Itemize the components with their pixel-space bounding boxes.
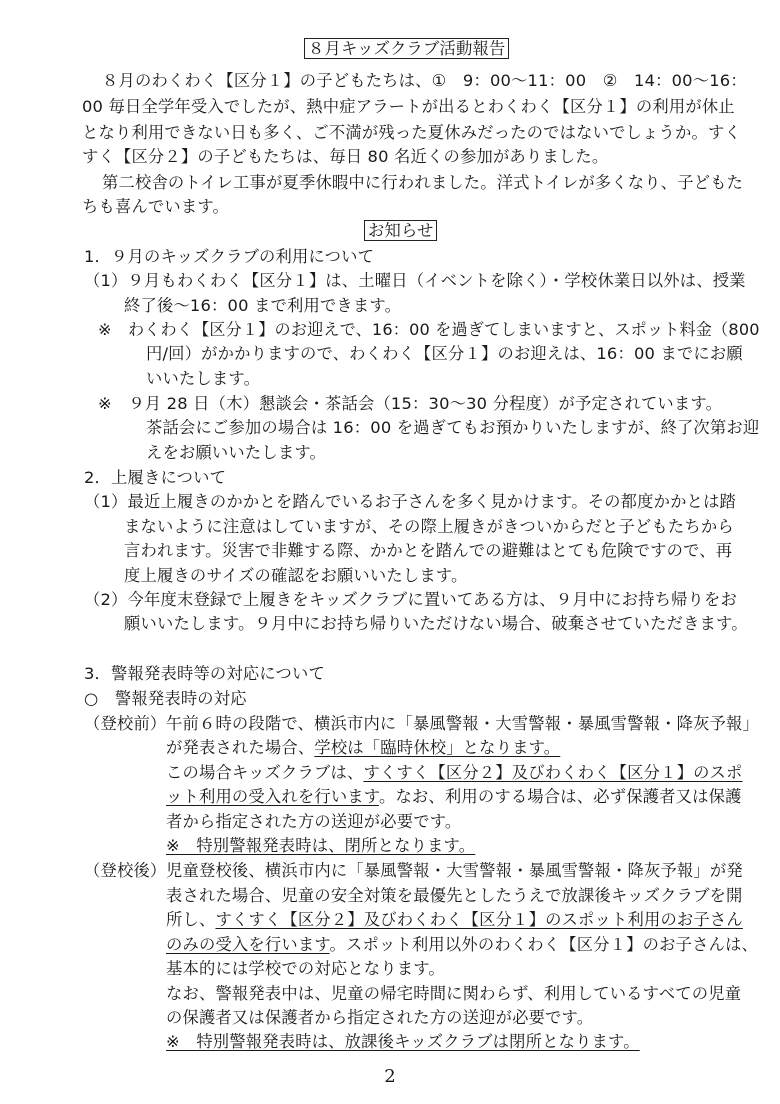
section-2-item-1-cont: まないように注意はしていますが、その際上履きがきついからだと子どもたちから bbox=[124, 517, 734, 536]
after-school-line: の保護者又は保護者から指定された方の送迎が必要です。 bbox=[166, 1008, 594, 1027]
section-3-sub: ○ 警報発表時の対応 bbox=[84, 689, 247, 708]
section-2-item-1: （1）最近上履きのかかとを踏んでいるお子さんを多く見かけます。その都度かかとは踏 bbox=[84, 492, 737, 511]
after-school-line: 児童登校後、横浜市内に「暴風警報・大雪警報・暴風雪警報・降灰予報」が発 bbox=[166, 861, 743, 880]
before-school-line: ット利用の受入れを行います。なお、利用のする場合は、必ず保護者又は保護 bbox=[166, 787, 742, 806]
section-1-note-1: ※ わくわく【区分１】のお迎えで、16：00 を過ぎてしまいますと、スポット料金（800 bbox=[98, 320, 760, 339]
underlined-text: すくすく【区分２】及びわくわく【区分１】のスポット利用のお子さん bbox=[215, 910, 743, 929]
underlined-text: ット利用の受入れを行います bbox=[166, 787, 379, 806]
section-2-item-2: （2）今年度末登録で上履きをキッズクラブに置いてある方は、９月中にお持ち帰りをお bbox=[84, 590, 738, 609]
section-2-item-1-cont: 度上履きのサイズの確認をお願いいたします。 bbox=[124, 566, 468, 585]
before-school-line: この場合キッズクラブは、すくすく【区分２】及びわくわく【区分１】のスポ bbox=[166, 763, 743, 782]
report-line: 第二校舎のトイレ工事が夏季休暇中に行われました。洋式トイレが多くなり、子どもた bbox=[102, 173, 744, 192]
section-1-item-1: （1）９月もわくわく【区分１】は、土曜日（イベントを除く）・学校休業日以外は、授業 bbox=[84, 271, 746, 290]
report-line: となり利用できない日も多く、ご不満が残った夏休みだったのではないでしょうか。すく bbox=[82, 123, 741, 142]
report-line: すく【区分２】の子どもたちは、毎日 80 名近くの参加がありました。 bbox=[82, 147, 609, 166]
section-2-item-1-cont: 言われます。災害で非難する際、かかとを踏んでの避難はとても危険ですので、再 bbox=[124, 541, 733, 560]
after-school-label: （登校後） bbox=[84, 861, 167, 880]
after-school-line: なお、警報発表中は、児童の帰宅時間に関わらず、利用しているすべての児童 bbox=[166, 984, 742, 1003]
before-school-line: が発表された場合、学校は「臨時休校」となります。 bbox=[166, 738, 561, 757]
report-line: ８月のわくわく【区分１】の子どもたちは、① 9：00～11：00 ② 14：00～16： bbox=[102, 71, 747, 90]
after-school-line: 表された場合、児童の安全対策を最優先としたうえで放課後キッズクラブを開 bbox=[166, 886, 743, 905]
before-school-warning: ※ 特別警報発表時は、閉所となります。 bbox=[166, 836, 476, 855]
section-2-heading: 2．上履きについて bbox=[84, 468, 227, 487]
after-school-line: 基本的には学校での対応となります。 bbox=[166, 959, 445, 978]
before-school-line: 者から指定された方の送迎が必要です。 bbox=[166, 812, 462, 831]
underlined-text: すくすく【区分２】及びわくわく【区分１】のスポ bbox=[363, 763, 743, 782]
after-school-line: のみの受入を行います。スポット利用以外のわくわく【区分１】のお子さんは、 bbox=[166, 935, 759, 954]
report-line: ちも喜んでいます。 bbox=[82, 197, 230, 216]
before-school-line: 午前６時の段階で、横浜市内に「暴風警報・大雪警報・暴風雪警報・降灰予報」 bbox=[166, 714, 760, 733]
underlined-text: のみの受入を行います bbox=[166, 935, 330, 954]
report-title: ８月キッズクラブ活動報告 bbox=[304, 38, 509, 60]
section-1-note-2-cont: 茶話会にご参加の場合は 16：00 を過ぎてもお預かりいたしますが、終了次第お迎 bbox=[146, 418, 760, 437]
report-line: 00 毎日全学年受入でしたが、熱中症アラートが出るとわくわく【区分１】の利用が休止 bbox=[82, 97, 735, 116]
section-1-note-2-cont: えをお願いいたします。 bbox=[146, 443, 326, 462]
section-3-heading: 3．警報発表時等の対応について bbox=[84, 664, 325, 683]
section-1-note-2: ※ ９月 28 日（木）懇談会・茶話会（15：30～30 分程度）が予定されています。 bbox=[98, 394, 723, 413]
before-school-label: （登校前） bbox=[84, 714, 167, 733]
section-2-item-2-cont: 願いいたします。９月中にお持ち帰りいただけない場合、破棄させていただきます。 bbox=[124, 614, 748, 633]
after-school-warning: ※ 特別警報発表時は、放課後キッズクラブは閉所となります。 bbox=[166, 1032, 640, 1051]
section-1-note-1-cont: 円/回）がかかりますので、わくわく【区分１】のお迎えは、16：00 までにお願 bbox=[146, 344, 743, 363]
after-school-line: 所し、すくすく【区分２】及びわくわく【区分１】のスポット利用のお子さん bbox=[166, 910, 743, 929]
page-number: 2 bbox=[384, 1066, 396, 1087]
section-1-heading: 1．９月のキッズクラブの利用について bbox=[84, 247, 375, 266]
notice-title: お知らせ bbox=[364, 220, 437, 242]
section-1-item-1-cont: 終了後～16：00 まで利用できます。 bbox=[124, 296, 402, 315]
underlined-text: 学校は「臨時休校」となります。 bbox=[314, 738, 561, 757]
section-1-note-1-cont: いいたします。 bbox=[146, 369, 261, 388]
